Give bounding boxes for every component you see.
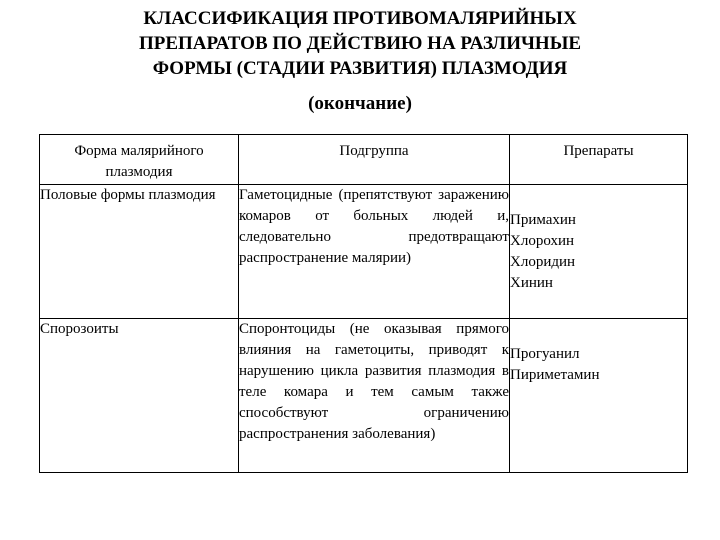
drug-item: Хинин — [510, 275, 553, 291]
drug-item: Хлоридин — [510, 254, 576, 270]
drug-list — [510, 319, 687, 386]
drug-item: Хлорохин — [510, 233, 574, 249]
cell-subgroup: Гаметоцидные (препятствуют заражению комаров от больных людей и, следовательно предотвращают распространение малярии) — [239, 185, 510, 319]
drug-item: Пириметамин — [510, 367, 600, 383]
drug-item: Прогуанил — [510, 346, 580, 362]
header-form: Форма малярийного плазмодия — [40, 135, 239, 185]
drug-item: Примахин — [510, 212, 576, 228]
cell-subgroup: Споронтоциды (не оказывая прямого влияния на гаметоциты, приводят к нарушению цикла развития плазмодия в теле комара и тем самым также способствуют ограничению распространения заболевания) — [239, 319, 510, 473]
table-row — [40, 319, 688, 473]
drug-list — [510, 185, 687, 294]
page-title — [40, 6, 680, 81]
cell-drugs — [510, 319, 688, 473]
title-line: КЛАССИФИКАЦИЯ ПРОТИВОМАЛЯРИЙНЫХ — [143, 8, 577, 29]
title-line: ФОРМЫ (СТАДИИ РАЗВИТИЯ) ПЛАЗМОДИЯ — [152, 58, 568, 79]
cell-drugs — [510, 185, 688, 319]
classification-table — [39, 134, 688, 473]
table-row — [40, 185, 688, 319]
cell-form: Половые формы плазмодия — [40, 185, 239, 319]
page-subtitle: (окончание) — [308, 93, 412, 114]
table-header-row — [40, 135, 688, 185]
cell-form: Спорозоиты — [40, 319, 239, 473]
header-subgroup: Подгруппа — [239, 135, 510, 185]
title-line: ПРЕПАРАТОВ ПО ДЕЙСТВИЮ НА РАЗЛИЧНЫЕ — [138, 33, 582, 54]
header-drugs: Препараты — [510, 135, 688, 185]
